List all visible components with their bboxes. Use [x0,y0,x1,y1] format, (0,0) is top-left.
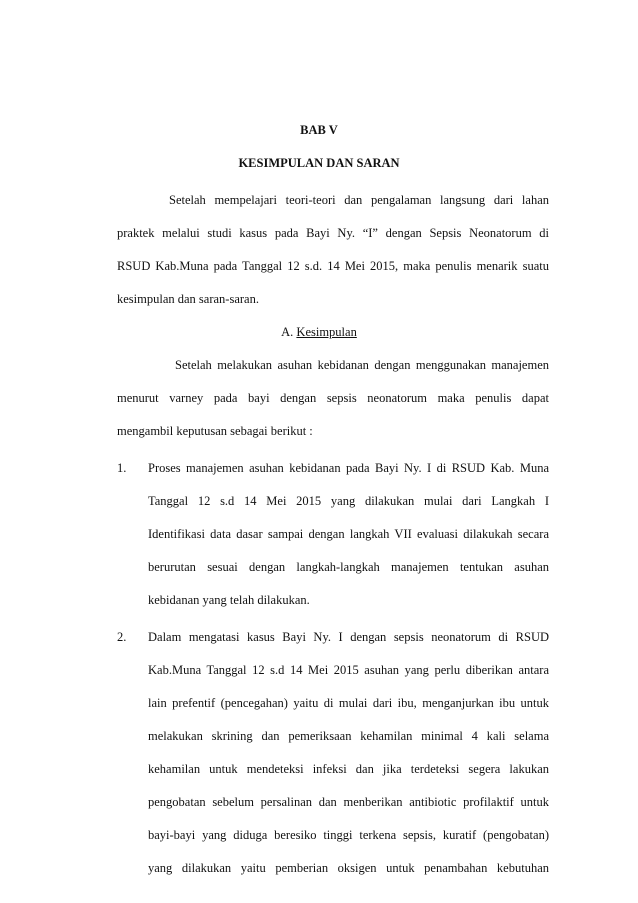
list-item-line: bayi-bayi yang diduga beresiko tinggi terkena sepsis, kuratif (pengobatan) [148,828,549,842]
list-item-line: kehamilan untuk mendeteksi infeksi dan jika terdeteksi segera lakukan [148,762,549,776]
list-item-line: melakukan skrining dan pemeriksaan kehamilan minimal 4 kali selama [148,729,549,743]
section-intro-line: menurut varney pada bayi dengan sepsis neonatorum maka penulis dapat [117,391,549,405]
list-item-line: Kab.Muna Tanggal 12 s.d 14 Mei 2015 asuhan yang perlu diberikan antara [148,663,549,677]
chapter-title: KESIMPULAN DAN SARAN [238,156,400,170]
list-item-line: berurutan sesuai dengan langkah-langkah manajemen tentukan asuhan [148,560,549,574]
section-title: Kesimpulan [296,325,357,339]
list-item-line: Tanggal 12 s.d 14 Mei 2015 yang dilakukan mulai dari Langkah I [148,494,549,508]
section-heading [0,325,638,340]
intro-line: praktek melalui studi kasus pada Bayi Ny. “I” dengan Sepsis Neonatorum di [117,226,549,240]
chapter-heading: BAB V [300,123,338,137]
list-item-line: Identifikasi data dasar sampai dengan langkah VII evaluasi dilakukah secara [148,527,549,541]
list-item-line: lain prefentif (pencegahan) yaitu di mulai dari ibu, menganjurkan ibu untuk [148,696,549,710]
list-item-line: pengobatan sebelum persalinan dan menberikan antibiotic profilaktif untuk [148,795,549,809]
list-item-line: kebidanan yang telah dilakukan. [148,593,310,607]
list-number: 2. [117,630,127,644]
section-prefix: A. [281,325,297,339]
list-item-line: yang dilakukan yaitu pemberian oksigen untuk penambahan kebutuhan [148,861,549,875]
list-item-line: Proses manajemen asuhan kebidanan pada Bayi Ny. I di RSUD Kab. Muna [148,461,549,475]
list-number: 1. [117,461,127,475]
section-intro-line: mengambil keputusan sebagai berikut : [117,424,313,438]
section-intro-line: Setelah melakukan asuhan kebidanan dengan menggunakan manajemen [175,358,549,372]
intro-line: kesimpulan dan saran-saran. [117,292,259,306]
list-item-line: Dalam mengatasi kasus Bayi Ny. I dengan sepsis neonatorum di RSUD [148,630,549,644]
intro-line: RSUD Kab.Muna pada Tanggal 12 s.d. 14 Mei 2015, maka penulis menarik suatu [117,259,549,273]
intro-line: Setelah mempelajari teori-teori dan pengalaman langsung dari lahan [169,193,549,207]
